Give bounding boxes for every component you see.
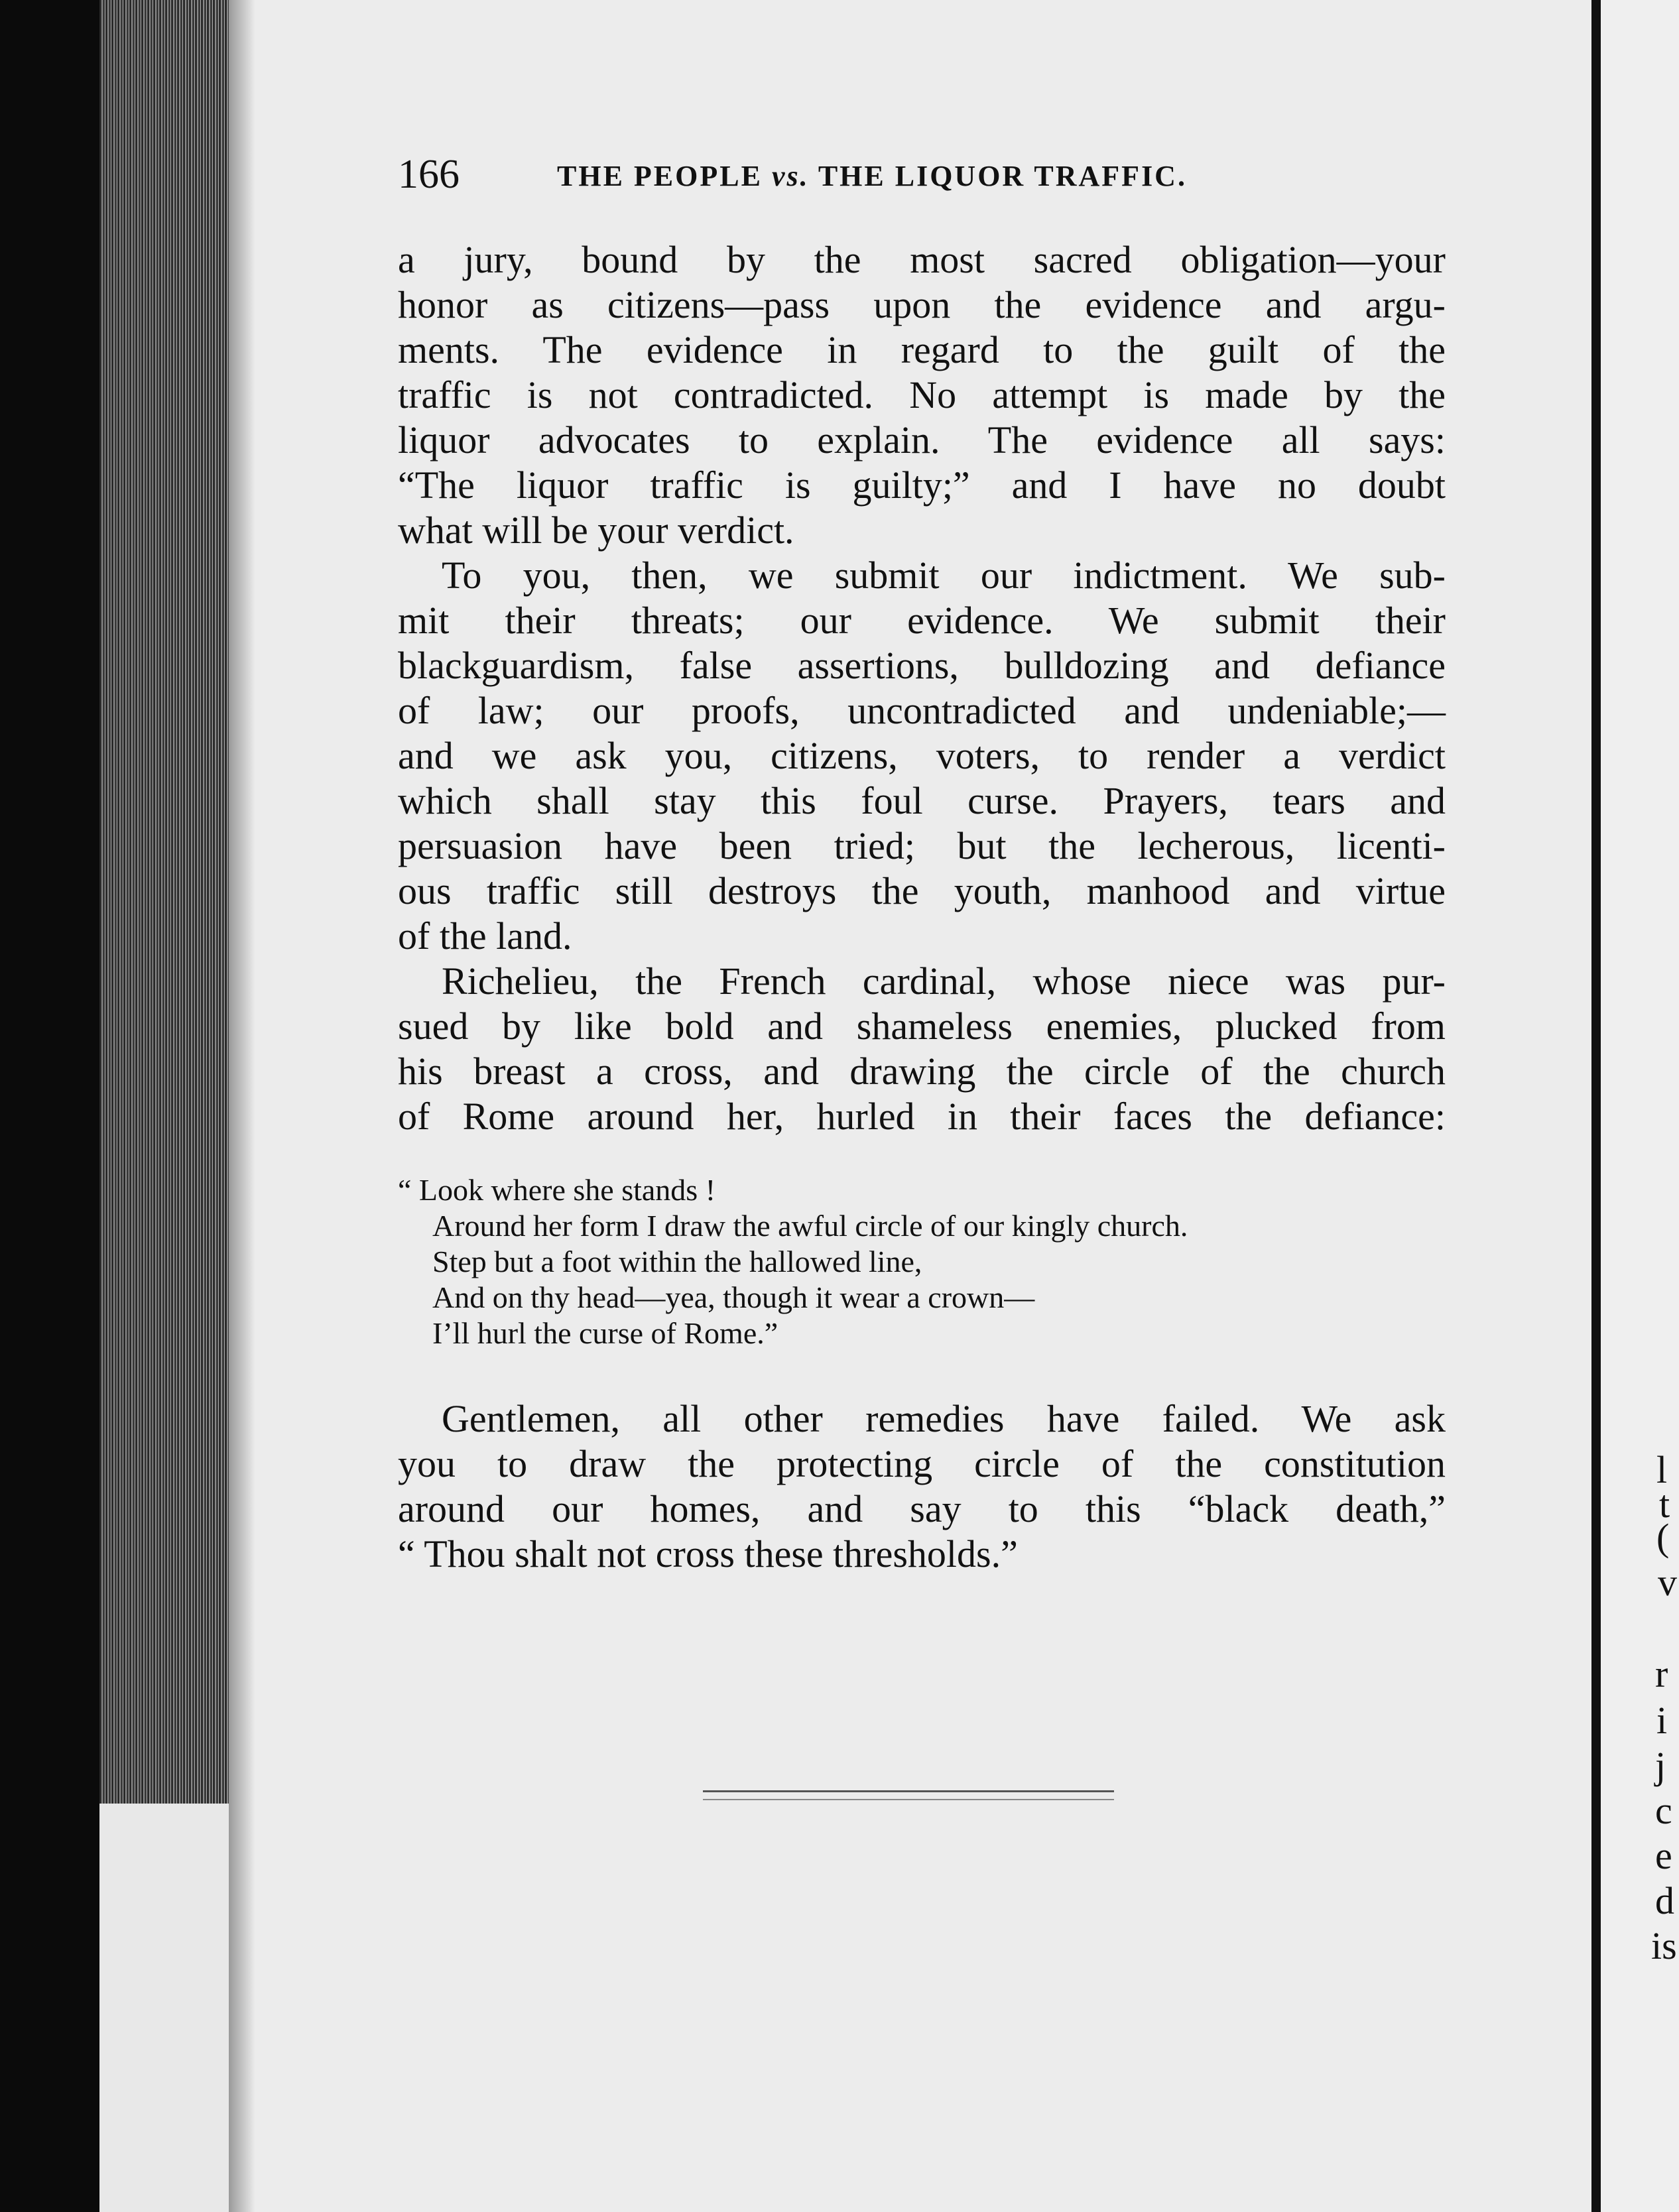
- text-line: To you, then, we submit our indictment. We sub-: [442, 554, 1446, 597]
- text-line: honor as citizens—pass upon the evidence and argu-: [398, 283, 1446, 326]
- text-line: “ Thou shalt not cross these thresholds.”: [398, 1532, 1018, 1575]
- facing-page-fragment: c: [1655, 1789, 1672, 1832]
- text-line: around our homes, and say to this “black death,”: [398, 1487, 1446, 1530]
- verse-line: Around her form I draw the awful circle of our kingly church.: [432, 1209, 1188, 1243]
- paragraph-closing: [398, 1396, 1446, 1577]
- verse-line: I’ll hurl the curse of Rome.”: [432, 1316, 778, 1350]
- running-title: [557, 159, 1187, 193]
- facing-page-fragment: i: [1656, 1699, 1668, 1742]
- facing-page-fragment: l: [1656, 1448, 1668, 1491]
- paragraph-continuation: [398, 237, 1446, 553]
- facing-page-fragment: e: [1655, 1834, 1672, 1877]
- text-line: his breast a cross, and drawing the circle of the church: [398, 1050, 1446, 1093]
- text-line: liquor advocates to explain. The evidence all says:: [398, 418, 1446, 461]
- running-title-part1: THE PEOPLE: [557, 160, 772, 192]
- text-line: what will be your verdict.: [398, 509, 794, 552]
- text-line: of the land.: [398, 914, 572, 957]
- text-line: ments. The evidence in regard to the guilt of the: [398, 328, 1446, 371]
- text-line: traffic is not contradicted. No attempt is made by the: [398, 373, 1446, 416]
- text-line: you to draw the protecting circle of the constitution: [398, 1442, 1446, 1485]
- paragraph-indictment: [398, 553, 1446, 959]
- verse-line: And on thy head—yea, though it wear a crown—: [432, 1280, 1035, 1314]
- text-line: Richelieu, the French cardinal, whose niece was pur-: [442, 959, 1446, 1003]
- text-line: mit their threats; our evidence. We submit their: [398, 599, 1446, 642]
- text-line: which shall stay this foul curse. Prayers, tears and: [398, 779, 1446, 822]
- facing-page-fragment: t: [1659, 1483, 1670, 1526]
- scan-border-left: [0, 0, 99, 2212]
- text-line: “The liquor traffic is guilty;” and I have no doubt: [398, 463, 1446, 507]
- facing-page-fragment: j: [1655, 1744, 1666, 1787]
- text-line: and we ask you, citizens, voters, to render a verdict: [398, 734, 1446, 777]
- paragraph-richelieu: [398, 959, 1446, 1139]
- verse-quotation: [398, 1172, 1446, 1351]
- gutter-shadow: [229, 0, 255, 2212]
- facing-page-fragment: r: [1655, 1652, 1668, 1695]
- text-line: persuasion have been tried; but the lecherous, licenti-: [398, 824, 1446, 867]
- verse-line: Step but a foot within the hallowed line,: [432, 1245, 922, 1278]
- page-number: 166: [398, 152, 460, 197]
- facing-page-fragment: v: [1658, 1561, 1677, 1604]
- running-title-vs: vs.: [771, 160, 810, 192]
- verse-line: “ Look where she stands !: [398, 1173, 716, 1207]
- book-page-edges-lower: [99, 1804, 232, 2212]
- facing-page-fragment: is: [1651, 1924, 1677, 1967]
- text-line: sued by like bold and shameless enemies, plucked from: [398, 1005, 1446, 1048]
- text-line: blackguardism, false assertions, bulldozing and defiance: [398, 644, 1446, 687]
- running-title-part2: THE LIQUOR TRAFFIC.: [809, 160, 1187, 192]
- facing-page-fragment: d: [1655, 1879, 1674, 1922]
- chapter-end-rule: [703, 1790, 1114, 1800]
- text-line: of law; our proofs, uncontradicted and undeniable;—: [398, 689, 1446, 732]
- text-line: of Rome around her, hurled in their faces the defiance:: [398, 1095, 1446, 1138]
- facing-page-gutter: [1591, 0, 1601, 2212]
- text-line: ous traffic still destroys the youth, manhood and virtue: [398, 869, 1446, 912]
- facing-page-fragment: (: [1656, 1516, 1670, 1559]
- text-line: Gentlemen, all other remedies have failed. We ask: [442, 1397, 1446, 1440]
- running-header: [398, 151, 1339, 204]
- text-line: a jury, bound by the most sacred obligation—your: [398, 238, 1446, 281]
